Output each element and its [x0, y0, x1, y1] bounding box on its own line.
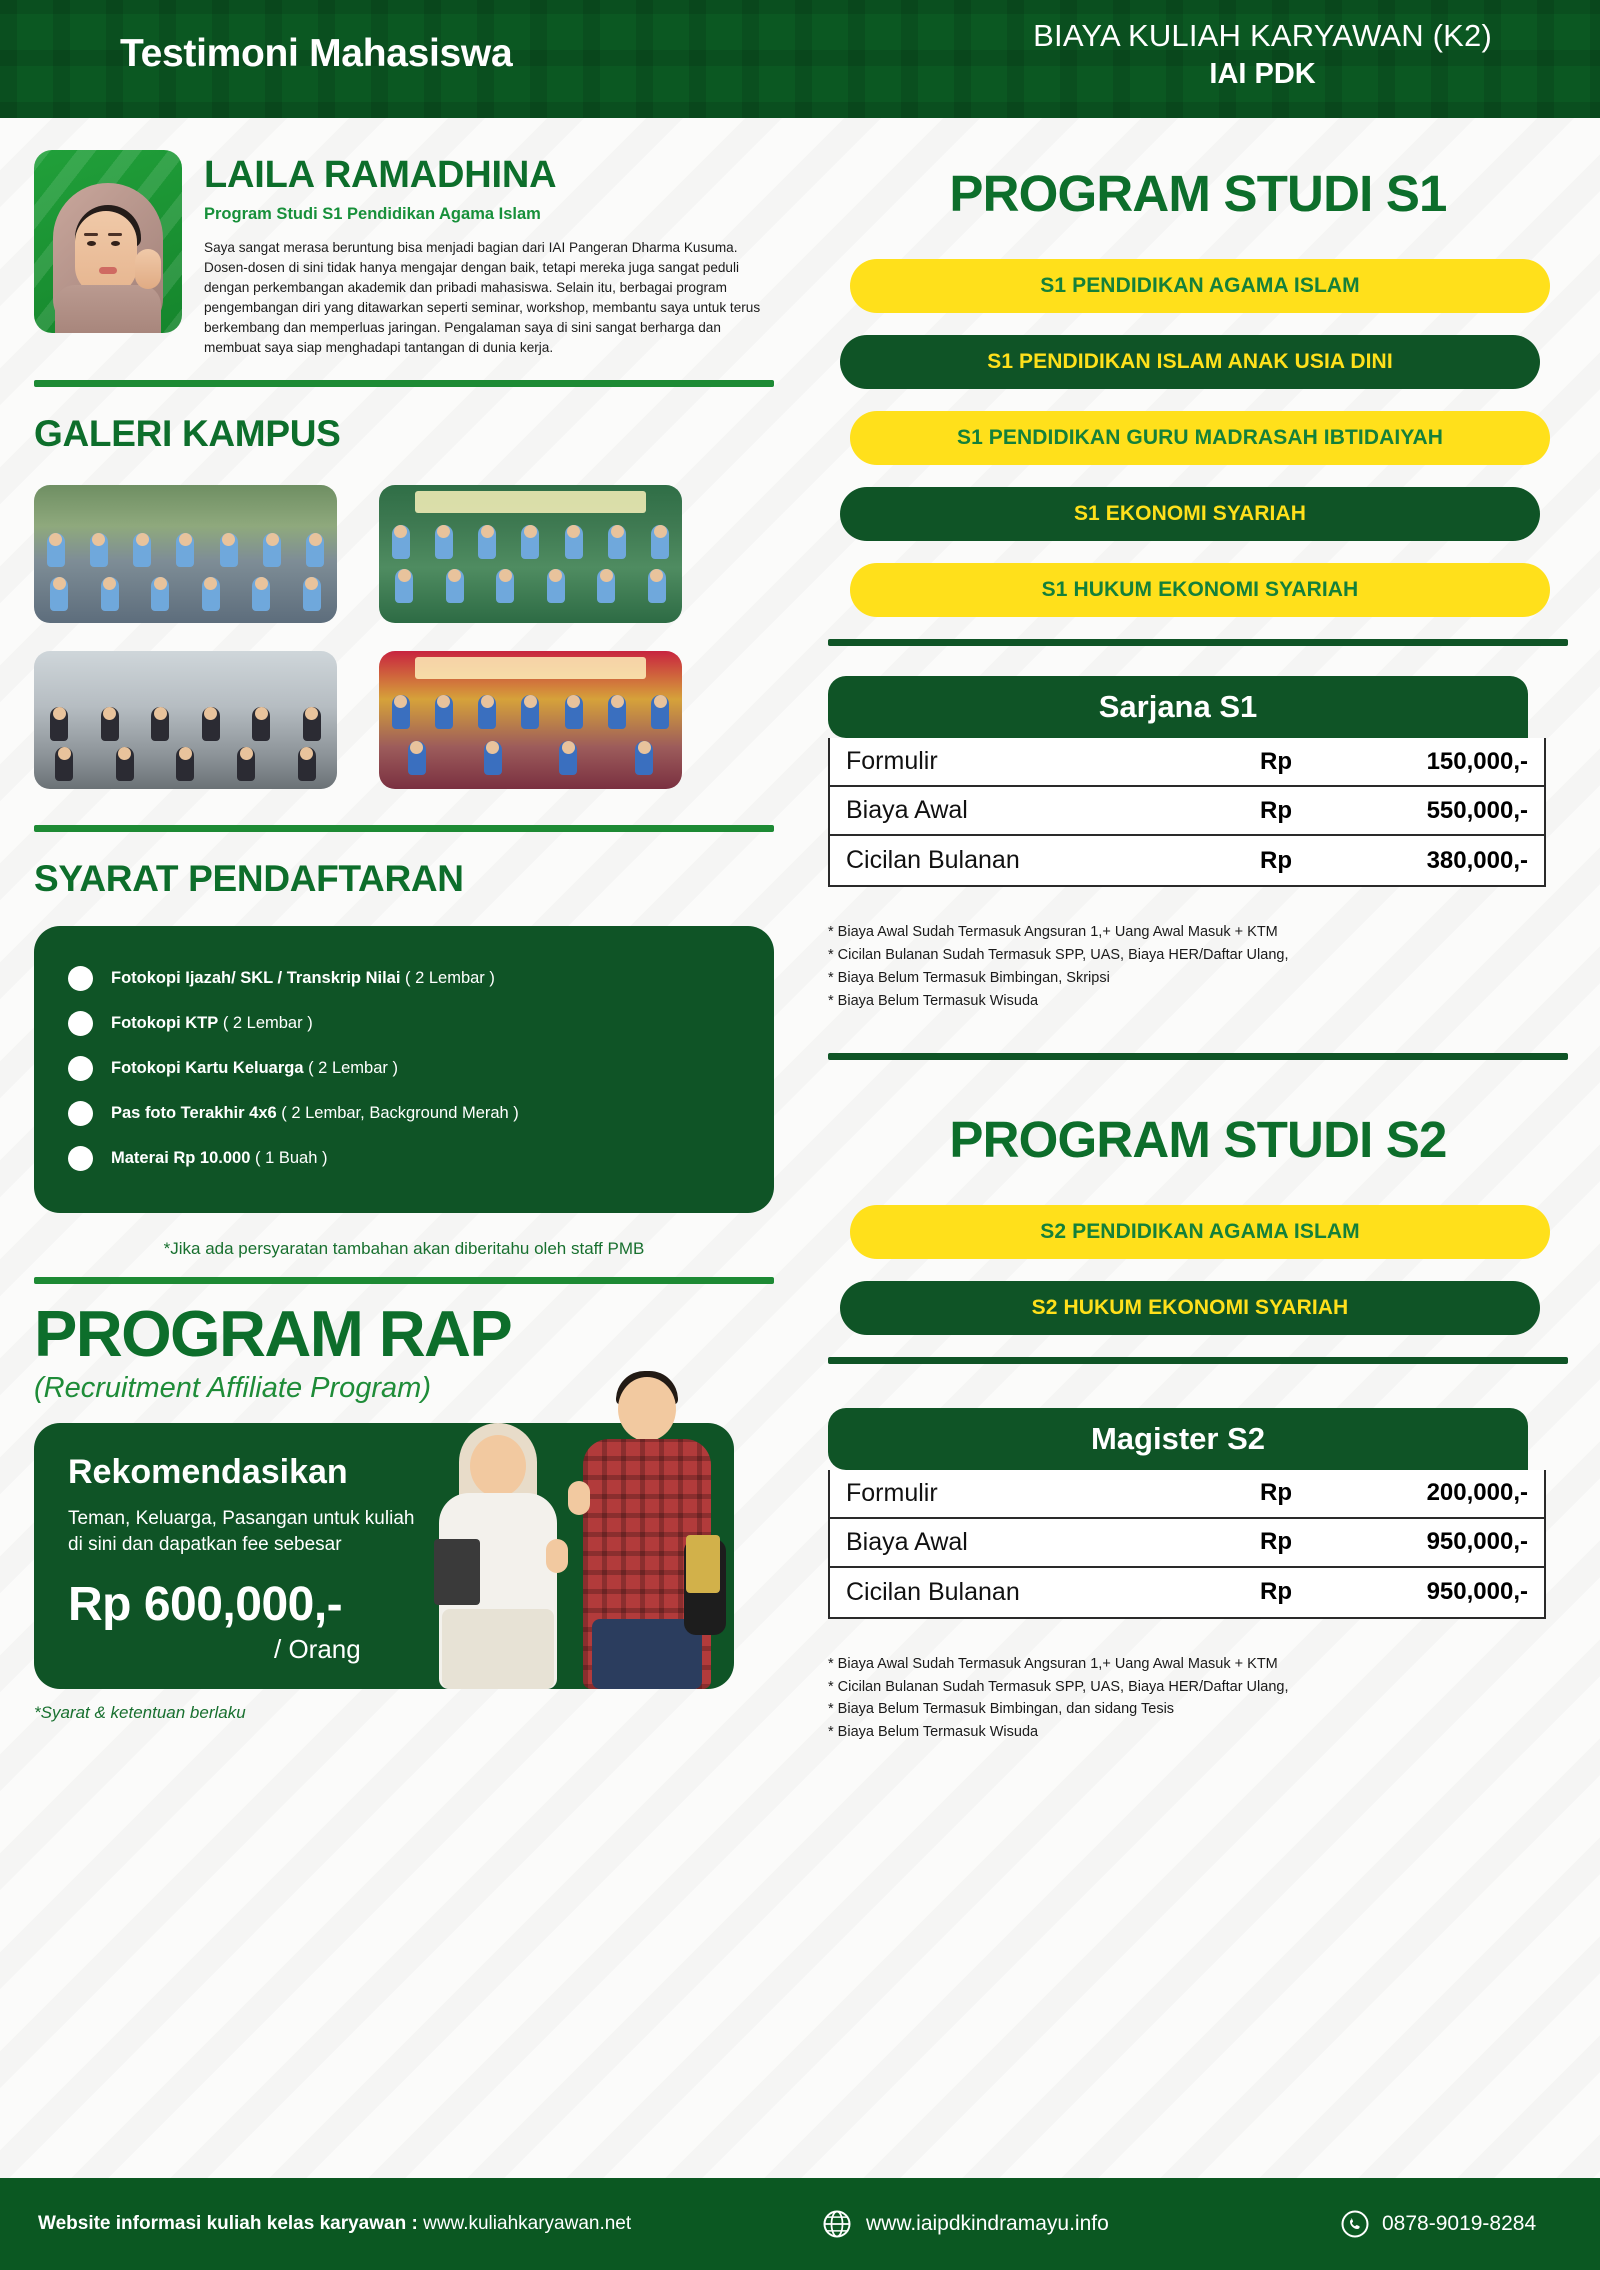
table-row [830, 1568, 1544, 1617]
rap-block [34, 1296, 774, 1723]
rap-card-heading: Rekomendasikan [68, 1453, 348, 1492]
bullet-icon [68, 966, 93, 991]
gallery-grid [34, 485, 774, 789]
row-amount: 950,000,- [1426, 1528, 1528, 1556]
syarat-item-label: Fotokopi Ijazah/ SKL / Transkrip Nilai [111, 968, 401, 987]
student-name: LAILA RAMADHINA [204, 154, 557, 196]
row-currency: Rp [1260, 846, 1292, 874]
prodi-s1-pill[interactable]: S1 EKONOMI SYARIAH [840, 487, 1540, 541]
row-currency: Rp [1260, 1578, 1292, 1606]
prodi-s1-pill[interactable]: S1 PENDIDIKAN ISLAM ANAK USIA DINI [840, 335, 1540, 389]
header-right-line1: BIAYA KULIAH KARYAWAN (K2) [1033, 18, 1492, 53]
footnote-line: * Biaya Belum Termasuk Bimbingan, dan sidang Tesis [828, 1701, 1175, 1718]
row-amount: 550,000,- [1426, 796, 1528, 824]
prodi-s1-list [828, 259, 1568, 617]
table-row [830, 836, 1544, 885]
list-item [68, 956, 740, 1001]
syarat-card [34, 926, 774, 1213]
syarat-item-label: Fotokopi Kartu Keluarga [111, 1058, 304, 1077]
prodi-s1-title: PROGRAM STUDI S1 [949, 165, 1447, 222]
rap-price: Rp 600,000,- [68, 1577, 343, 1631]
gallery-photo-3 [34, 651, 337, 789]
list-item [68, 1001, 740, 1046]
row-currency: Rp [1260, 747, 1292, 775]
price-table-s1 [828, 676, 1568, 887]
price-table-s1-title: Sarjana S1 [828, 676, 1528, 738]
whatsapp-icon [1340, 2209, 1370, 2239]
price-table-s1-footnotes [828, 921, 1568, 1013]
header-right-line2: IAI PDK [1209, 58, 1316, 90]
rap-note: *Syarat & ketentuan berlaku [34, 1702, 246, 1722]
rap-card-body: Teman, Keluarga, Pasangan untuk kuliah di sini dan dapatkan fee sebesar [68, 1508, 415, 1556]
header-right-block [1033, 18, 1492, 91]
price-table-s2 [828, 1408, 1568, 1619]
page-footer [0, 2178, 1600, 2270]
footnote-line: * Biaya Awal Sudah Termasuk Angsuran 1,+ Uang Awal Masuk + KTM [828, 1655, 1278, 1672]
footer-website-2[interactable] [822, 2209, 1109, 2239]
footer-site-1[interactable]: www.kuliahkaryawan.net [423, 2213, 632, 2234]
list-item [68, 1091, 740, 1136]
prodi-s2-list [828, 1205, 1568, 1335]
footnote-line: * Cicilan Bulanan Sudah Termasuk SPP, UAS, Biaya HER/Daftar Ulang, [828, 1678, 1289, 1695]
syarat-item-label: Pas foto Terakhir 4x6 [111, 1103, 277, 1122]
table-row [830, 738, 1544, 787]
divider-after-testimonial [34, 380, 774, 387]
student-program: Program Studi S1 Pendidikan Agama Islam [204, 205, 541, 223]
syarat-title: SYARAT PENDAFTARAN [34, 857, 464, 899]
rap-price-unit: / Orang [274, 1633, 361, 1664]
bullet-icon [68, 1011, 93, 1036]
header-left-title: Testimoni Mahasiswa [120, 32, 513, 75]
prodi-s2-title: PROGRAM STUDI S2 [949, 1110, 1447, 1168]
row-label: Formulir [846, 747, 938, 775]
row-label: Cicilan Bulanan [846, 846, 1020, 874]
footer-phone[interactable]: 0878-9019-8284 [1382, 2212, 1537, 2235]
syarat-note: *Jika ada persyaratan tambahan akan diberitahu oleh staff PMB [163, 1238, 645, 1258]
testimonial-quote: Saya sangat merasa beruntung bisa menjadi bagian dari IAI Pangeran Dharma Kusuma. Dosen-dosen di sini tidak hanya mengajar dengan baik, tetapi mereka juga sangat peduli dengan perkembangan akademik dan pribadi mahasiswa. Selain itu, berbagai program pengembangan diri yang ditawarkan seperti seminar, workshop, membantu saya untuk terus berkembang dan memperluas jaringan. Pengalaman saya di sini sangat berharga dan membuat saya siap menghadapi tantangan di dunia kerja. [204, 240, 761, 355]
divider-after-prodi-s2 [828, 1357, 1568, 1364]
rap-title: PROGRAM RAP [34, 1296, 512, 1370]
row-currency: Rp [1260, 796, 1292, 824]
bullet-icon [68, 1056, 93, 1081]
footnote-line: * Biaya Belum Termasuk Wisuda [828, 992, 1039, 1009]
divider-after-gallery [34, 825, 774, 832]
footnote-line: * Biaya Belum Termasuk Bimbingan, Skripsi [828, 969, 1110, 986]
list-item [68, 1136, 740, 1181]
student-avatar-photo [34, 150, 182, 333]
row-label: Cicilan Bulanan [846, 1577, 1020, 1606]
right-column [828, 150, 1568, 1744]
footnote-line: * Cicilan Bulanan Sudah Termasuk SPP, UAS, Biaya HER/Daftar Ulang, [828, 946, 1289, 963]
row-amount: 200,000,- [1426, 1479, 1528, 1507]
row-amount: 150,000,- [1426, 747, 1528, 775]
gallery-photo-4 [379, 651, 682, 789]
syarat-item-qty: ( 1 Buah ) [250, 1148, 328, 1167]
divider-before-prodi-s2 [828, 1053, 1568, 1060]
table-row [830, 1470, 1544, 1519]
prodi-s2-pill[interactable]: S2 PENDIDIKAN AGAMA ISLAM [850, 1205, 1550, 1259]
price-table-s2-footnotes [828, 1653, 1568, 1745]
footnote-line: * Biaya Awal Sudah Termasuk Angsuran 1,+ Uang Awal Masuk + KTM [828, 924, 1278, 940]
row-label: Formulir [846, 1478, 938, 1507]
row-currency: Rp [1260, 1479, 1292, 1507]
prodi-s2-pill[interactable]: S2 HUKUM EKONOMI SYARIAH [840, 1281, 1540, 1335]
row-amount: 950,000,- [1426, 1578, 1528, 1606]
syarat-item-qty: ( 2 Lembar, Background Merah ) [276, 1103, 519, 1122]
bullet-icon [68, 1101, 93, 1126]
gallery-photo-1 [34, 485, 337, 623]
testimonial-block [34, 150, 774, 358]
divider-before-rap [34, 1277, 774, 1284]
footer-website-label [38, 2213, 631, 2235]
footer-label-text: Website informasi kuliah kelas karyawan : [38, 2213, 424, 2234]
left-column [34, 150, 774, 1723]
syarat-item-label: Fotokopi KTP [111, 1013, 219, 1032]
price-table-s2-title: Magister S2 [828, 1408, 1528, 1470]
syarat-item-qty: ( 2 Lembar ) [218, 1013, 313, 1032]
gallery-title: GALERI KAMPUS [34, 412, 341, 454]
divider-after-prodi-s1 [828, 639, 1568, 646]
prodi-s1-pill[interactable]: S1 HUKUM EKONOMI SYARIAH [850, 563, 1550, 617]
rap-subtitle: (Recruitment Affiliate Program) [34, 1372, 431, 1405]
prodi-s1-pill[interactable]: S1 PENDIDIKAN AGAMA ISLAM [850, 259, 1550, 313]
prodi-s1-pill[interactable]: S1 PENDIDIKAN GURU MADRASAH IBTIDAIYAH [850, 411, 1550, 465]
table-row [830, 1519, 1544, 1568]
list-item [68, 1046, 740, 1091]
row-label: Biaya Awal [846, 796, 968, 824]
rap-card [34, 1423, 734, 1688]
syarat-item-qty: ( 2 Lembar ) [303, 1058, 398, 1077]
gallery-photo-2 [379, 485, 682, 623]
globe-icon [822, 2209, 852, 2239]
row-amount: 380,000,- [1426, 846, 1528, 874]
footnote-line: * Biaya Belum Termasuk Wisuda [828, 1724, 1039, 1741]
syarat-item-qty: ( 2 Lembar ) [400, 968, 495, 987]
row-currency: Rp [1260, 1528, 1292, 1556]
footer-site-2[interactable]: www.iaipdkindramayu.info [866, 2212, 1109, 2235]
table-row [830, 787, 1544, 836]
row-label: Biaya Awal [846, 1527, 968, 1556]
bullet-icon [68, 1146, 93, 1171]
page-header [0, 0, 1600, 118]
footer-whatsapp[interactable] [1340, 2209, 1536, 2239]
syarat-item-label: Materai Rp 10.000 [111, 1148, 251, 1167]
